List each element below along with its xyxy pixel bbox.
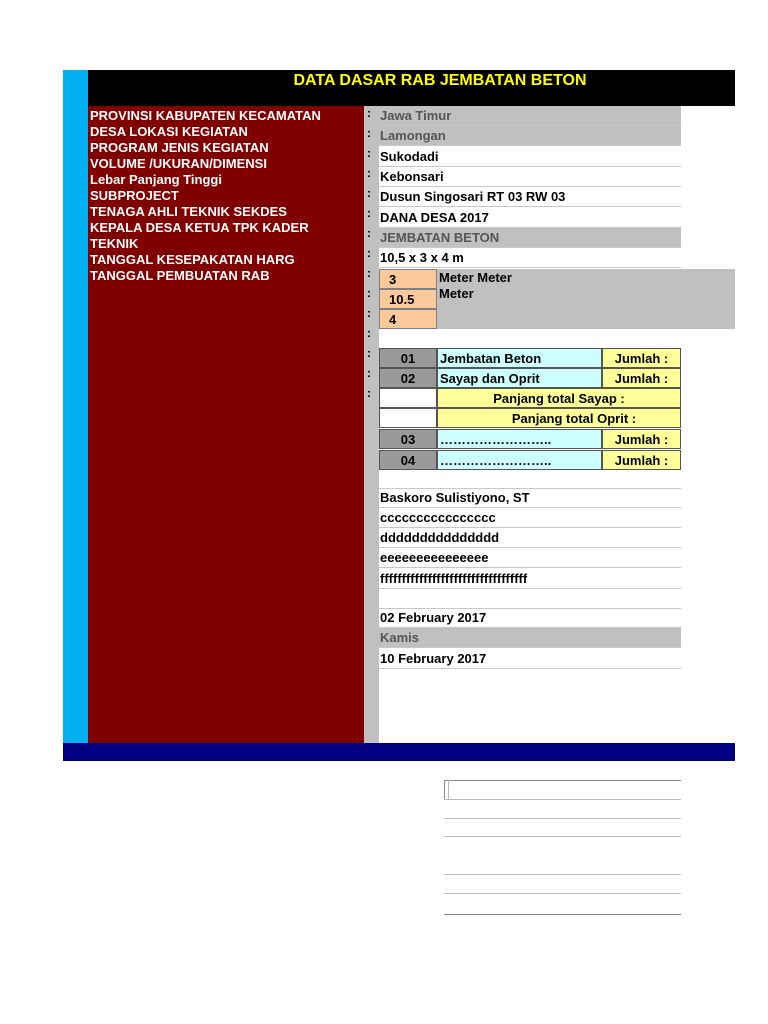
grid-line [444, 914, 681, 915]
dimension-lebar[interactable]: 3 [379, 269, 437, 289]
value-tenaga-ahli[interactable]: Baskoro Sulistiyono, ST [379, 488, 681, 508]
value-kecamatan[interactable]: Sukodadi [379, 147, 681, 167]
separator-column [364, 106, 379, 743]
subproject-number: 04 [379, 450, 437, 470]
colon-marker: : [367, 286, 371, 300]
label-tanggal-pembuatan: TANGGAL PEMBUATAN RAB [90, 268, 270, 283]
grid-line [444, 836, 681, 837]
label-volume: VOLUME /UKURAN/DIMENSI [90, 156, 267, 171]
value-provinsi[interactable]: Jawa Timur [379, 106, 681, 126]
subproject-jumlah: Jumlah : [602, 429, 681, 449]
colon-marker: : [367, 326, 371, 340]
label-teknik: TEKNIK [90, 236, 139, 251]
colon-marker: : [367, 126, 371, 140]
colon-marker: : [367, 266, 371, 280]
colon-marker: : [367, 306, 371, 320]
grid-line [444, 780, 681, 781]
value-kepala-desa[interactable]: ddddddddddddddd [379, 528, 681, 548]
colon-marker: : [367, 386, 371, 400]
colon-marker: : [367, 106, 371, 120]
subproject-number: 02 [379, 368, 437, 388]
value-kader-teknik[interactable]: ffffffffffffffffffffffffffffffffff [379, 569, 681, 589]
subproject-number: 01 [379, 348, 437, 368]
bottom-bar [63, 743, 735, 761]
value-sekdes[interactable]: cccccccccccccccc [379, 508, 681, 528]
label-desa: DESA LOKASI KEGIATAN [90, 124, 248, 139]
dimension-unit-line-1: Meter Meter [439, 270, 512, 285]
empty-cell [379, 388, 437, 408]
dimension-tinggi[interactable]: 4 [379, 309, 437, 329]
colon-marker: : [367, 166, 371, 180]
value-tanggal-kesepakatan[interactable]: 02 February 2017 [379, 608, 681, 628]
value-lokasi[interactable]: Dusun Singosari RT 03 RW 03 [379, 187, 681, 207]
label-subproject: SUBPROJECT [90, 188, 179, 203]
value-desa[interactable]: Kebonsari [379, 167, 681, 187]
panjang-total-sayap: Panjang total Sayap : [437, 388, 681, 408]
grid-line [444, 818, 681, 819]
label-program: PROGRAM JENIS KEGIATAN [90, 140, 269, 155]
label-dimensi: Lebar Panjang Tinggi [90, 172, 222, 187]
grid-line [444, 799, 681, 800]
colon-marker: : [367, 226, 371, 240]
grid-line [444, 874, 681, 875]
label-provinsi: PROVINSI KABUPATEN KECAMATAN [90, 108, 321, 123]
colon-marker: : [367, 206, 371, 220]
subproject-jumlah: Jumlah : [602, 348, 681, 368]
page-title: DATA DASAR RAB JEMBATAN BETON [293, 72, 587, 89]
subproject-jumlah: Jumlah : [602, 450, 681, 470]
subproject-name[interactable]: Jembatan Beton [437, 348, 602, 368]
value-kabupaten[interactable]: Lamongan [379, 126, 681, 146]
colon-marker: : [367, 246, 371, 260]
subproject-name[interactable]: …………………….. [437, 429, 602, 449]
value-ketua-tpk[interactable]: eeeeeeeeeeeeeee [379, 548, 681, 568]
dimension-panjang[interactable]: 10.5 [379, 289, 437, 309]
subproject-name[interactable]: …………………….. [437, 450, 602, 470]
colon-marker: : [367, 186, 371, 200]
value-program[interactable]: DANA DESA 2017 [379, 208, 681, 228]
label-kepala-desa: KEPALA DESA KETUA TPK KADER [90, 220, 309, 235]
label-tanggal-kesepakatan: TANGGAL KESEPAKATAN HARG [90, 252, 295, 267]
value-tanggal-pembuatan[interactable]: 10 February 2017 [379, 649, 681, 669]
empty-row [379, 589, 681, 609]
dimension-unit-line-2: Meter [439, 286, 474, 301]
colon-marker: : [367, 146, 371, 160]
empty-cell [379, 408, 437, 428]
subproject-jumlah: Jumlah : [602, 368, 681, 388]
panjang-total-oprit: Panjang total Oprit : [437, 408, 681, 428]
colon-marker: : [367, 346, 371, 360]
label-tenaga-ahli: TENAGA AHLI TEKNIK SEKDES [90, 204, 287, 219]
grid-line [444, 893, 681, 894]
value-hari[interactable]: Kamis [379, 628, 681, 648]
subproject-number: 03 [379, 429, 437, 449]
colon-marker: : [367, 366, 371, 380]
value-volume[interactable]: 10,5 x 3 x 4 m [379, 248, 681, 268]
value-jenis-kegiatan[interactable]: JEMBATAN BETON [379, 228, 681, 248]
left-accent-stripe [63, 70, 88, 743]
grid-line [444, 780, 449, 800]
subproject-name[interactable]: Sayap dan Oprit [437, 368, 602, 388]
